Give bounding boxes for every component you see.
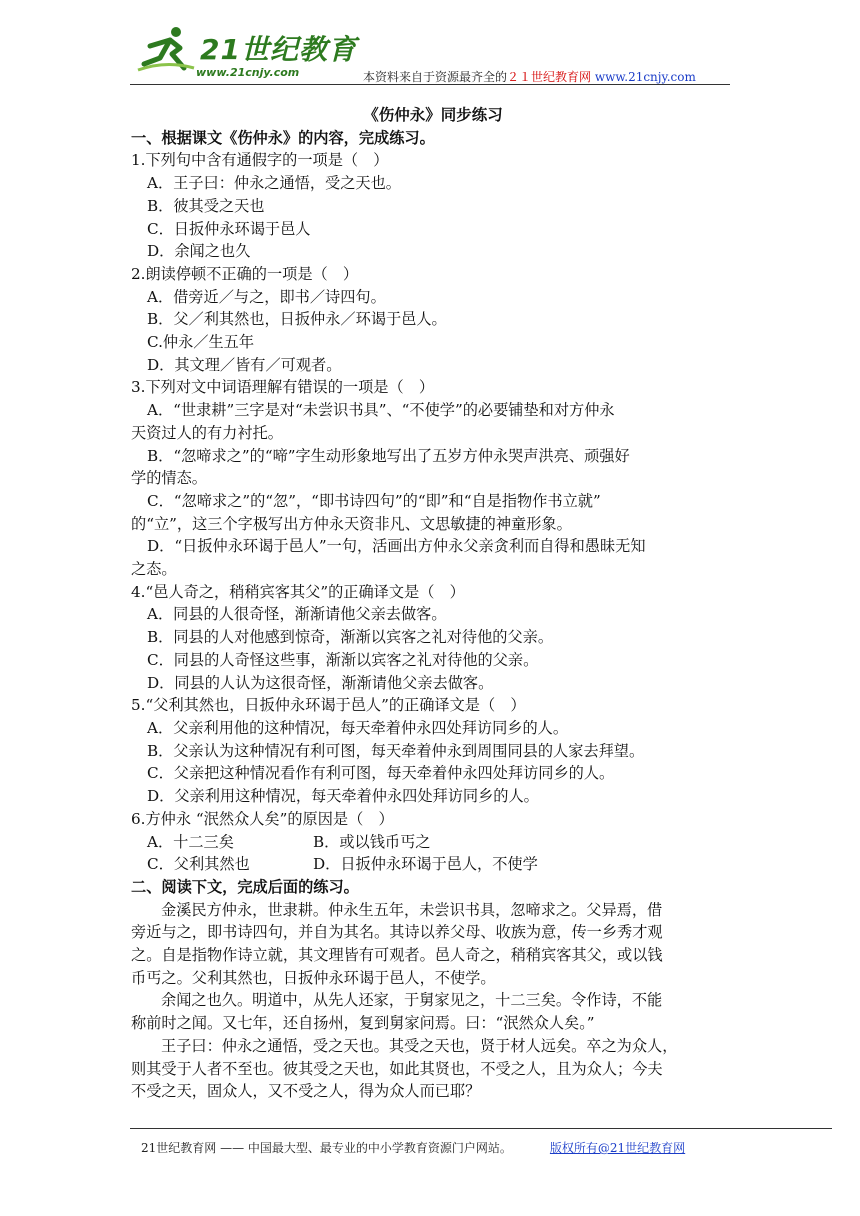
section-2-heading: 二、阅读下文，完成后面的练习。 — [131, 877, 359, 896]
question-1-option-d: D．余闻之也久 — [147, 242, 251, 261]
question-2-stem: 2.朗读停顿不正确的一项是（ ） — [131, 264, 359, 283]
question-1-stem: 1.下列句中含有通假字的一项是（ ） — [131, 151, 389, 170]
question-5-stem: 5.“父利其然也，日扳仲永环谒于邑人”的正确译文是（ ） — [131, 696, 526, 715]
logo-text: 21世纪教育 — [200, 33, 357, 66]
passage-p2-line1: 余闻之也久。明道中，从先人还家，于舅家见之，十二三矣。令作诗，不能 — [161, 991, 663, 1010]
question-4-option-a: A．同县的人很奇怪，渐渐请他父亲去做客。 — [147, 605, 447, 624]
question-6-option-a: A．十二三矣 — [147, 832, 234, 851]
question-1-option-b: B．彼其受之天也 — [147, 196, 265, 215]
header-note-url[interactable]: www.21cnjy.com — [594, 70, 696, 84]
running-figure-logo-icon — [136, 24, 196, 74]
question-4-option-b: B．同县的人对他感到惊奇，渐渐以宾客之礼对待他的父亲。 — [147, 628, 554, 647]
passage-p1-line4: 币丐之。父利其然也，日扳仲永环谒于邑人，不使学。 — [131, 968, 496, 987]
question-2-option-d: D．其文理／皆有／可观者。 — [147, 355, 342, 374]
header-note-brand[interactable]: ２１世纪教育网 — [507, 70, 592, 84]
question-5-option-b: B．父亲认为这种情况有利可图，每天牵着仲永到周围同县的人家去拜望。 — [147, 741, 645, 760]
header-note — [363, 68, 696, 85]
question-3-option-c-line2: 的“立”，这三个字极写出方仲永天资非凡、文思敏捷的神童形象。 — [131, 514, 572, 533]
header-note-prefix: 本资料来自于资源最齐全的 — [363, 70, 508, 84]
question-6-options-row-1 — [131, 831, 735, 854]
question-6-options-row-2 — [131, 853, 735, 876]
question-3-option-d-line2: 之态。 — [131, 560, 177, 579]
question-4-option-d: D．同县的人认为这很奇怪，渐渐请他父亲去做客。 — [147, 673, 494, 692]
question-3-option-b-line1: B．“忽啼求之”的“啼”字生动形象地写出了五岁方仲永哭声洪亮、顽强好 — [147, 446, 630, 465]
question-3-option-a-line2: 天资过人的有力衬托。 — [131, 423, 283, 442]
document-body — [131, 104, 735, 1103]
passage-p3-line3: 不受之天，固众人，又不受之人，得为众人而已耶？ — [131, 1082, 481, 1101]
question-6-option-c: C．父利其然也 — [147, 855, 250, 874]
section-1-heading: 一、根据课文《伤仲永》的内容，完成练习。 — [131, 128, 435, 147]
question-4-stem: 4.“邑人奇之，稍稍宾客其父”的正确译文是（ ） — [131, 582, 465, 601]
question-6-option-b: B．或以钱币丐之 — [313, 832, 431, 851]
footer-divider — [130, 1128, 832, 1129]
question-3-option-d-line1: D．“日扳仲永环谒于邑人”一句，活画出方仲永父亲贪利而自得和愚昧无知 — [147, 537, 646, 556]
question-3-option-b-line2: 学的情态。 — [131, 469, 207, 488]
passage-p3-line2: 则其受于人者不至也。彼其受之天也，如此其贤也，不受之人，且为众人；今夫 — [131, 1059, 663, 1078]
question-4-option-c: C．同县的人奇怪这些事，渐渐以宾客之礼对待他的父亲。 — [147, 650, 539, 669]
passage-p1-line2: 旁近与之，即书诗四句，并自为其名。其诗以养父母、收族为意，传一乡秀才观 — [131, 923, 663, 942]
passage-p3-line1: 王子曰：仲永之通悟，受之天也。其受之天也，贤于材人远矣。卒之为众人， — [161, 1036, 678, 1055]
question-2-option-c: C.仲永／生五年 — [147, 333, 255, 352]
logo-url: www.21cnjy.com — [196, 66, 300, 79]
question-3-stem: 3.下列对文中词语理解有错误的一项是（ ） — [131, 378, 435, 397]
footer-description: 21世纪教育网 —— 中国最大型、最专业的中小学教育资源门户网站。 — [141, 1141, 512, 1155]
question-5-option-c: C．父亲把这种情况看作有利可图，每天牵着仲永四处拜访同乡的人。 — [147, 764, 615, 783]
question-3-option-a-line1: A．“世隶耕”三字是对“未尝识书具”、“不使学”的必要铺垫和对方仲永 — [147, 401, 615, 420]
passage-p2-line2: 称前时之闻。又七年，还自扬州，复到舅家问焉。曰：“泯然众人矣。” — [131, 1014, 595, 1033]
footer-copyright-link[interactable]: 版权所有@21世纪教育网 — [549, 1141, 686, 1155]
question-5-option-d: D．父亲利用这种情况，每天牵着仲永四处拜访同乡的人。 — [147, 787, 539, 806]
question-1-option-c: C．日扳仲永环谒于邑人 — [147, 219, 311, 238]
question-6-stem: 6.方仲永 “泯然众人矣”的原因是（ ） — [131, 809, 394, 828]
passage-p1-line1: 金溪民方仲永，世隶耕。仲永生五年，未尝识书具，忽啼求之。父异焉，借 — [161, 900, 663, 919]
header-divider — [130, 84, 730, 85]
question-5-option-a: A．父亲利用他的这种情况，每天牵着仲永四处拜访同乡的人。 — [147, 718, 569, 737]
question-2-option-a: A．借旁近／与之，即书／诗四句。 — [147, 287, 386, 306]
document-title: 《伤仲永》同步练习 — [363, 105, 503, 124]
question-1-option-a: A．王子曰：仲永之通悟，受之天也。 — [147, 174, 401, 193]
passage-p1-line3: 之。自是指物作诗立就，其文理皆有可观者。邑人奇之，稍稍宾客其父，或以钱 — [131, 946, 663, 965]
question-3-option-c-line1: C．“忽啼求之”的“忽”，“即书诗四句”的“即”和“自是指物作书立就” — [147, 491, 601, 510]
page-header — [130, 20, 730, 86]
question-2-option-b: B．父／利其然也，日扳仲永／环谒于邑人。 — [147, 310, 447, 329]
question-6-option-d: D．日扳仲永环谒于邑人，不使学 — [313, 855, 538, 874]
page-footer — [141, 1139, 685, 1156]
